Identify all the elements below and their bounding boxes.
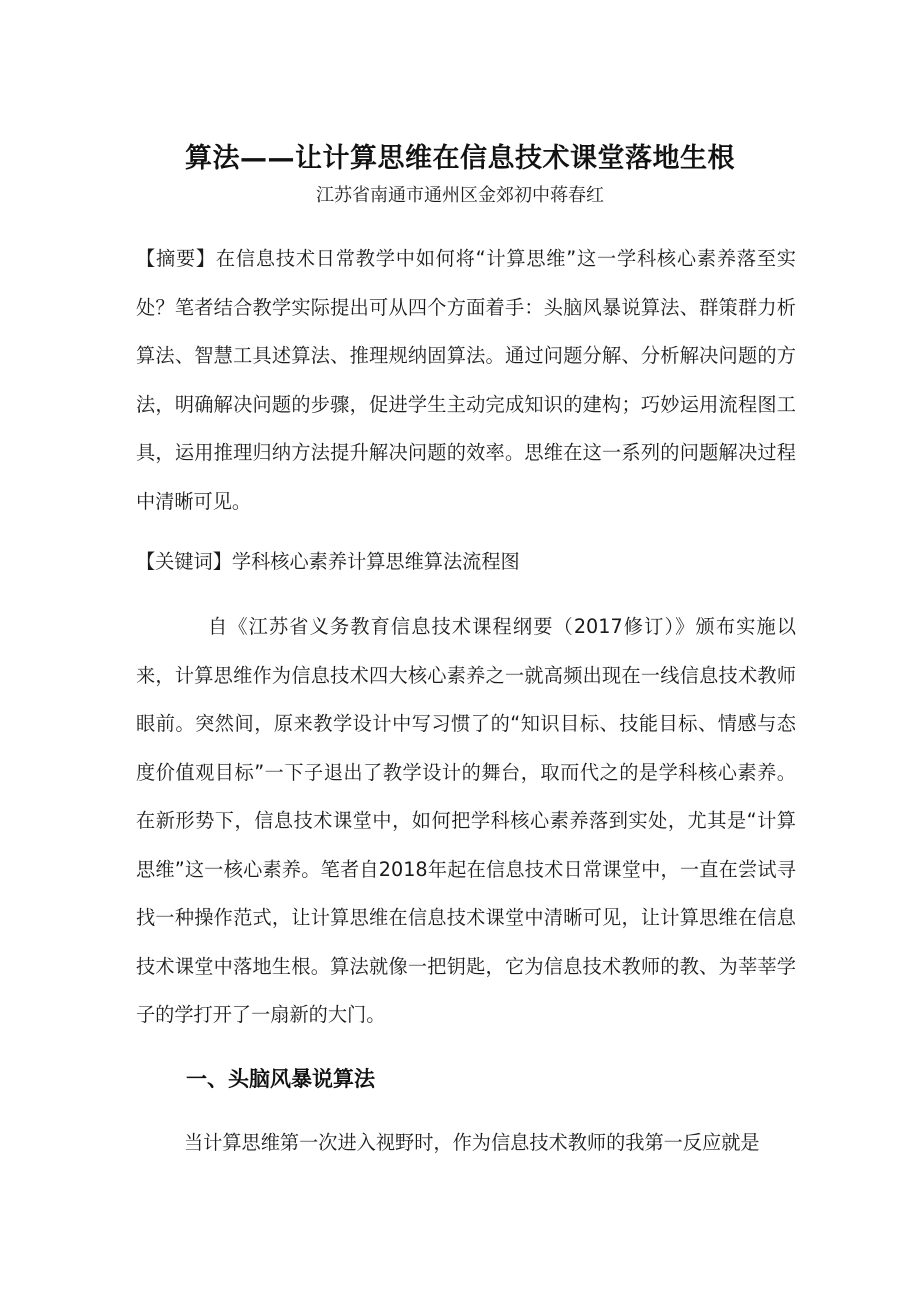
section-heading: 一、头脑风暴说算法: [186, 1067, 375, 1091]
document-title: 算法——让计算思维在信息技术课堂落地生根: [185, 143, 735, 175]
intro-paragraph: 自《江苏省义务教育信息技术课程纲要（2017修订）》颁布实施以来，计算思维作为信息技术四大核心素养之一就高频出现在一线信息技术教师眼前。突然间，原来教学设计中写习惯了的“知识目标、技能目标、情感与态度价值观目标”一下子退出了教学设计的舞台，取而代之的是学科核心素养。在新形势下，信息技术课堂中，如何把学科核心素养落到实处，尤其是“计算思维”这一核心素养。笔者自2018年起在信息技术日常课堂中，一直在尝试寻找一种操作范式，让计算思维在信息技术课堂中清晰可见，让计算思维在信息技术课堂中落地生根。算法就像一把钥匙，它为信息技术教师的教、为莘莘学子的学打开了一扇新的大门。: [136, 615, 796, 1026]
author-line: 江苏省南通市通州区金郊初中蒋春红: [316, 185, 604, 206]
section-paragraph: 当计算思维第一次进入视野时，作为信息技术教师的我第一反应就是: [184, 1131, 760, 1154]
keywords-line: 【关键词】学科核心素养计算思维算法流程图: [136, 550, 520, 573]
abstract-paragraph: 【摘要】在信息技术日常教学中如何将“计算思维”这一学科核心素养落至实处？笔者结合教学实际提出可从四个方面着手：头脑风暴说算法、群策群力析算法、智慧工具述算法、推理规纳固算法。通过问题分解、分析解决问题的方法，明确解决问题的步骤，促进学生主动完成知识的建构；巧妙运用流程图工具，运用推理归纳方法提升解决问题的效率。思维在这一系列的问题解决过程中清晰可见。: [136, 247, 796, 513]
